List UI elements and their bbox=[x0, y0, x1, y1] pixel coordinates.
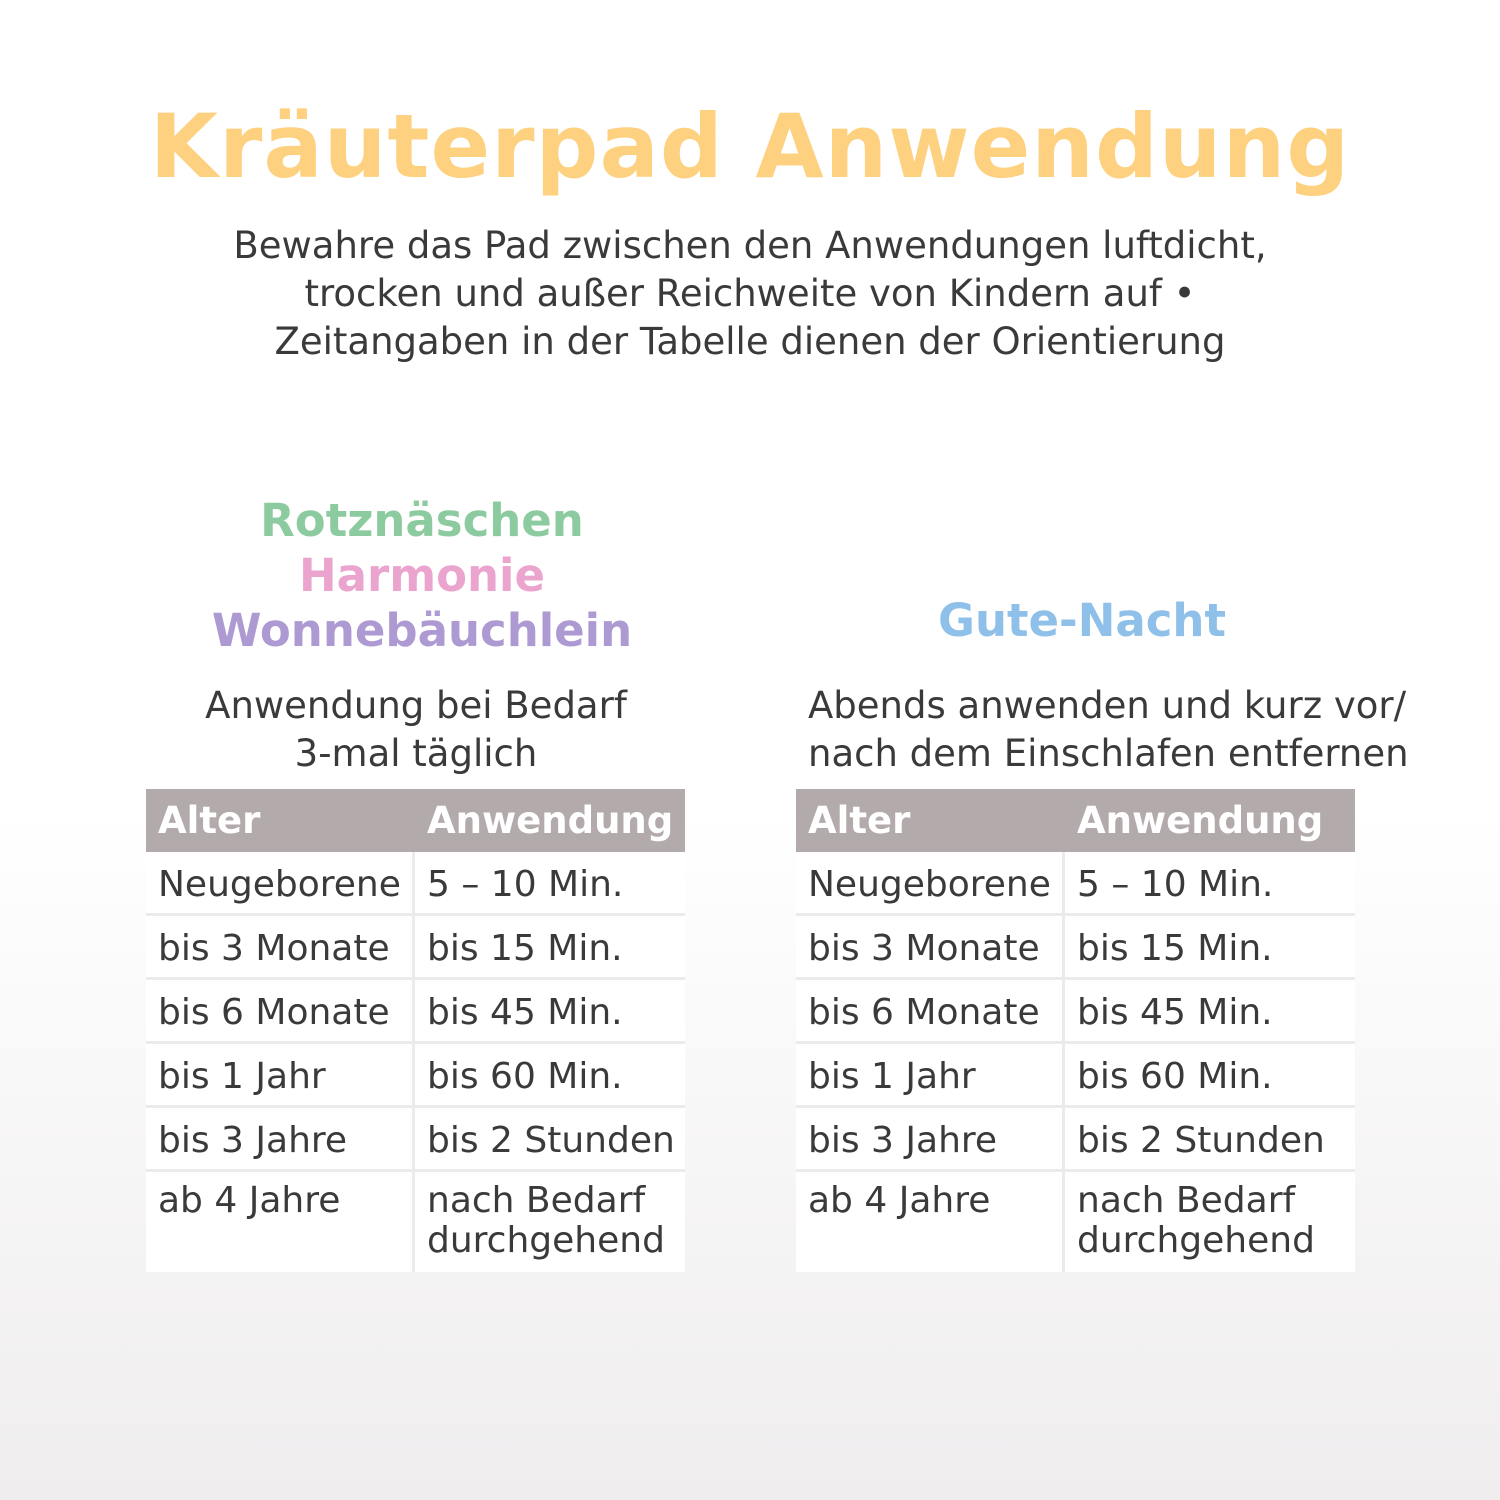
duration-cell: bis 45 Min. bbox=[427, 992, 623, 1033]
age-cell: bis 6 Monate bbox=[796, 980, 1065, 1041]
table-row bbox=[796, 1108, 1355, 1172]
table-row bbox=[146, 980, 685, 1044]
right-description bbox=[808, 682, 1409, 778]
age-cell: ab 4 Jahre bbox=[146, 1172, 415, 1272]
duration-line-2: durchgehend bbox=[427, 1220, 665, 1261]
duration-line-1: nach Bedarf bbox=[427, 1180, 646, 1221]
duration-cell bbox=[1065, 1172, 1355, 1272]
table-row bbox=[146, 1172, 685, 1272]
table-row bbox=[146, 916, 685, 980]
heading-rotznaeschen: Rotznäschen bbox=[260, 494, 584, 547]
header-alter: Alter bbox=[146, 789, 415, 852]
left-usage-table bbox=[146, 789, 685, 1272]
table-header-row bbox=[146, 789, 685, 852]
age-cell: bis 3 Monate bbox=[796, 916, 1065, 977]
intro-line-2: trocken und außer Reichweite von Kindern auf • bbox=[304, 272, 1196, 315]
table-row bbox=[146, 852, 685, 916]
duration-cell: bis 2 Stunden bbox=[1077, 1120, 1325, 1161]
age-cell: bis 3 Jahre bbox=[796, 1108, 1065, 1169]
age-cell: Neugeborene bbox=[796, 852, 1065, 913]
duration-cell: bis 45 Min. bbox=[1077, 992, 1273, 1033]
duration-cell: bis 15 Min. bbox=[427, 928, 623, 969]
age-cell: bis 3 Jahre bbox=[146, 1108, 415, 1169]
intro-line-3: Zeitangaben in der Tabelle dienen der Orientierung bbox=[274, 320, 1226, 363]
age-cell: bis 1 Jahr bbox=[796, 1044, 1065, 1105]
duration-line-2: durchgehend bbox=[1077, 1220, 1315, 1261]
duration-cell: bis 60 Min. bbox=[427, 1056, 623, 1097]
heading-gute-nacht: Gute-Nacht bbox=[938, 594, 1226, 647]
duration-line-1: nach Bedarf bbox=[1077, 1180, 1296, 1221]
duration-cell: bis 60 Min. bbox=[1077, 1056, 1273, 1097]
page-title: Kräuterpad Anwendung bbox=[149, 95, 1351, 198]
duration-cell: 5 – 10 Min. bbox=[1077, 864, 1274, 905]
duration-cell: 5 – 10 Min. bbox=[427, 864, 624, 905]
left-description bbox=[146, 682, 686, 778]
table-row bbox=[796, 980, 1355, 1044]
table-row bbox=[146, 1108, 685, 1172]
right-description-line-2: nach dem Einschlafen entfernen bbox=[808, 732, 1409, 775]
table-header-row bbox=[796, 789, 1355, 852]
right-description-line-1: Abends anwenden und kurz vor/ bbox=[808, 684, 1407, 727]
left-description-line-2: 3-mal täglich bbox=[294, 732, 538, 775]
header-anwendung: Anwendung bbox=[1065, 789, 1355, 852]
right-usage-table bbox=[796, 789, 1355, 1272]
heading-harmonie: Harmonie bbox=[298, 549, 545, 602]
table-row bbox=[796, 852, 1355, 916]
header-anwendung: Anwendung bbox=[415, 789, 685, 852]
age-cell: Neugeborene bbox=[146, 852, 415, 913]
intro-text bbox=[0, 222, 1500, 366]
age-cell: ab 4 Jahre bbox=[796, 1172, 1065, 1272]
header-alter: Alter bbox=[796, 789, 1065, 852]
table-row bbox=[796, 1172, 1355, 1272]
duration-cell bbox=[415, 1172, 685, 1272]
duration-cell: bis 2 Stunden bbox=[427, 1120, 675, 1161]
table-row bbox=[796, 916, 1355, 980]
left-description-line-1: Anwendung bei Bedarf bbox=[205, 684, 627, 727]
age-cell: bis 6 Monate bbox=[146, 980, 415, 1041]
intro-line-1: Bewahre das Pad zwischen den Anwendungen luftdicht, bbox=[233, 224, 1267, 267]
age-cell: bis 1 Jahr bbox=[146, 1044, 415, 1105]
heading-wonnebaeuchlein: Wonnebäuchlein bbox=[211, 604, 633, 657]
age-cell: bis 3 Monate bbox=[146, 916, 415, 977]
duration-cell: bis 15 Min. bbox=[1077, 928, 1273, 969]
table-row bbox=[796, 1044, 1355, 1108]
table-row bbox=[146, 1044, 685, 1108]
